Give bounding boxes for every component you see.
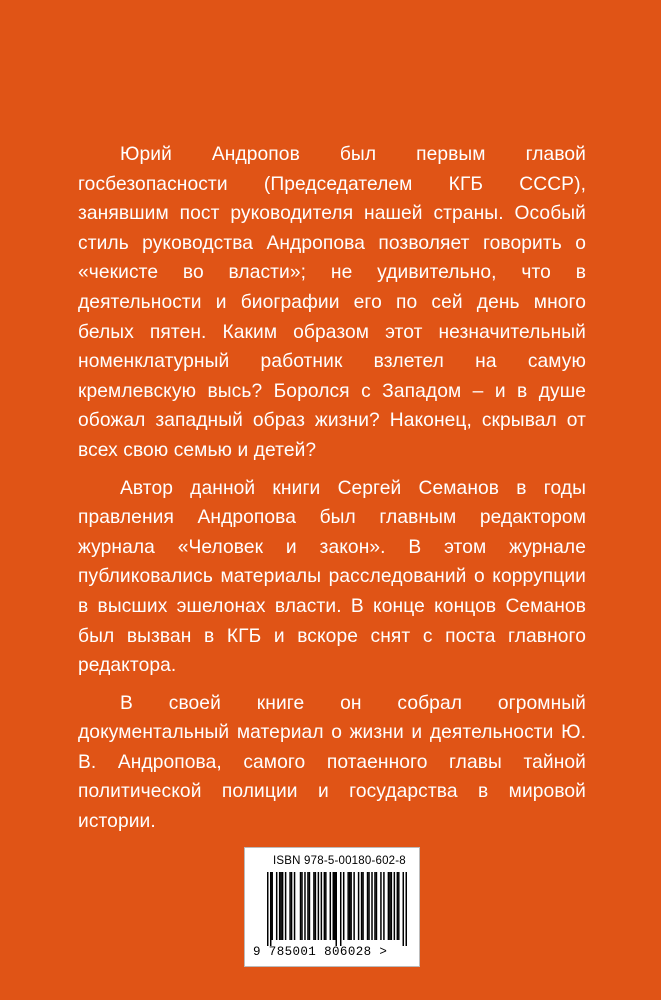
barcode-bars-icon [267,872,407,946]
barcode-digits: 9 785001 806028 > [253,945,388,959]
isbn-text: ISBN 978-5-00180-602-8 [273,855,406,867]
annotation-text [78,140,586,845]
barcode-label [244,847,420,967]
paragraph-1: Юрий Андропов был первым главой госбезопасности (Председателем КГБ СССР), занявшим пост руководителя нашей страны. Особый стиль руководства Андропова позволяет говорить о «чекисте во власти»; не удивительно, что в деятельности и биографии его по сей день много белых пятен. Каким образом этот незначительный номенклатурный работник взлетел на самую кремлевскую высь? Боролся с Западом – и в душе обожал западный образ жизни? Наконец, скрывал от всех свою семью и детей? [78,144,586,461]
paragraph-2: Автор данной книги Сергей Семанов в годы правления Андропова был главным редактором журнала «Человек и закон». В этом журнале публиковались материалы расследований о коррупции в высших эшелонах власти. В конце концов Семанов был вызван в КГБ и вскоре снят с поста главного редактора. [78,477,586,677]
paragraph-3: В своей книге он собрал огромный документальный материал о жизни и деятельности Ю. В. Андропова, самого потаенного главы тайной политической полиции и государства в мировой истории. [78,692,586,833]
